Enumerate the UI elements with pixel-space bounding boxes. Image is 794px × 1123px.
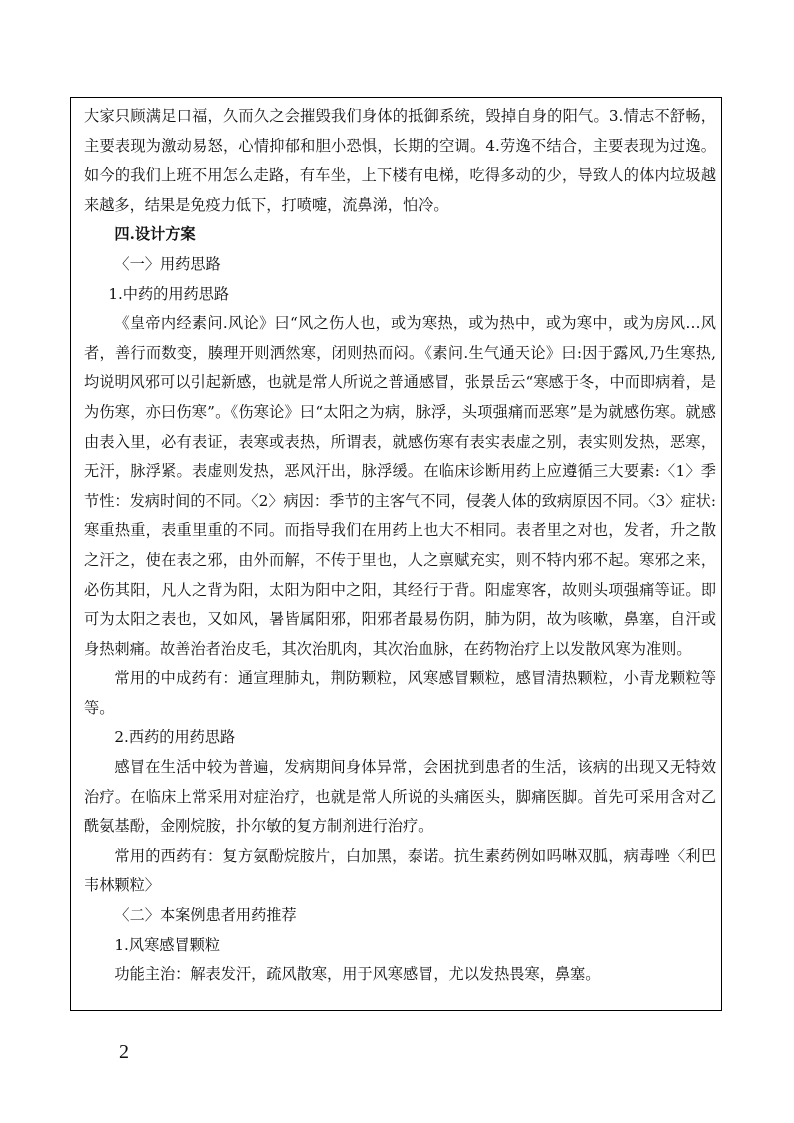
subsection-heading-medication-approach: 〈一〉用药思路 [114, 254, 221, 273]
subheading-tcm-approach: 1.中药的用药思路 [108, 284, 230, 303]
page-number: 2 [119, 1041, 129, 1063]
paragraph-western-common-drugs: 常用的西药有：复方氨酚烷胺片，白加黑，泰诺。抗生素药例如吗啉双胍，病毒唑〈利巴韦林颗粒〉 [84, 846, 716, 895]
subheading-fenghan-granules: 1.风寒感冒颗粒 [114, 935, 221, 954]
body-text [84, 102, 716, 990]
subsection-heading-recommendation: 〈二〉本案例患者用药推荐 [114, 906, 297, 925]
subheading-western-approach: 2.西药的用药思路 [114, 728, 236, 747]
paragraph-tcm-theory: 《皇帝内经素问.风论》曰“风之伤人也，或为寒热，或为热中，或为寒中，或为房风…风者，善行而数变，腠理开则洒然寒，闭则热而闷。《素问.生气通天论》曰:因于露风,乃生寒热,均说明风邪可以引起新感，也就是常人所说之普通感冒，张景岳云“寒感于冬，中而即病着，是为伤寒，亦曰伤寒”。《伤寒论》曰“太阳之为病，脉浮，头项强痛而恶寒”是为就感伤寒。就感由表入里，必有表证，表寒或表热，所谓表，就感伤寒有表实表虚之别，表实则发热，恶寒，无汗，脉浮紧。表虚则发热，恶风汗出，脉浮缓。在临床诊断用药上应遵循三大要素:〈1〉季节性：发病时间的不同。〈2〉病因：季节的主客气不同，侵袭人体的致病原因不同。〈3〉症状:寒重热重，表重里重的不同。而指导我们在用药上也大不相同。表者里之对也，发者，升之散之汗之，使在表之邪，由外而解，不传于里也，人之禀赋充实，则不特内邪不起。寒邪之来，必伤其阳，凡人之背为阳，太阳为阳中之阳，其经行于背。阳虚寒客，故则头项强痛等证。即可为太阳之表也，又如风，暑皆属阳邪，阳邪者最易伤阴，肺为阴，故为咳嗽，鼻塞，自汗或身热刺痛。故善治者治皮毛，其次治肌肉，其次治血脉，在药物治疗上以发散风寒为准则。 [84, 314, 716, 658]
paragraph-tcm-common-drugs: 常用的中成药有：通宣理肺丸，荆防颗粒，风寒感冒颗粒，感冒清热颗粒，小青龙颗粒等等。 [84, 669, 716, 717]
section-heading-design: 四.设计方案 [114, 225, 196, 244]
paragraph-western-theory: 感冒在生活中较为普遍，发病期间身体异常，会困扰到患者的生活，该病的出现又无特效治疗。在临床上常采用对症治疗，也就是常人所说的头痛医头，脚痛医脚。首先可采用含对乙酰氨基酚，金刚烷胺，扑尔敏的复方制剂进行治疗。 [84, 758, 716, 836]
paragraph-lifestyle: 大家只顾满足口福，久而久之会摧毁我们身体的抵御系统，毁掉自身的阳气。3.情志不舒畅，主要表现为激动易怒，心情抑郁和胆小恐惧，长期的空调。4.劳逸不结合，主要表现为过逸。如今的我们上班不用怎么走路，有车坐，上下楼有电梯，吃得多动的少，导致人的体内垃圾越来越多，结果是免疫力低下，打喷嚏，流鼻涕，怕冷。 [84, 107, 716, 214]
paragraph-indications: 功能主治：解表发汗，疏风散寒，用于风寒感冒，尤以发热畏寒，鼻塞。 [114, 965, 601, 984]
